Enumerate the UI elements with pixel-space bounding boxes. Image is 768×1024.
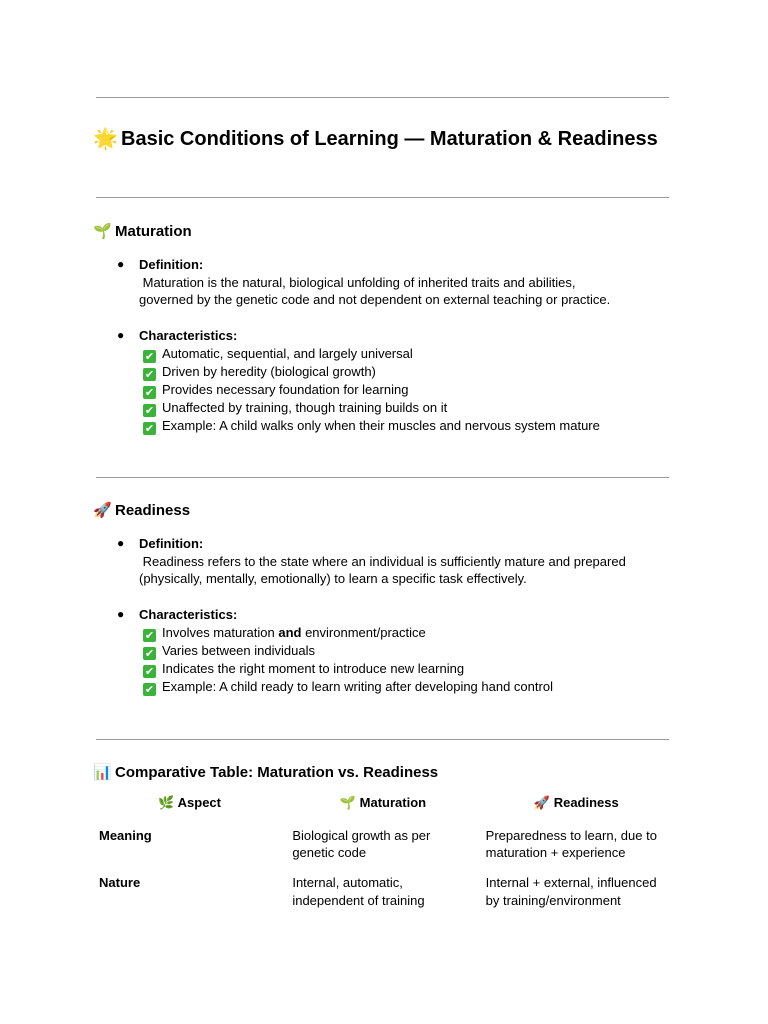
- table-cell: Meaning: [99, 827, 152, 843]
- definition-label: Definition:: [139, 536, 204, 551]
- definition-text: Maturation is the natural, biological unfolding of inherited traits and abilities,: [139, 274, 576, 290]
- table-row: [93, 870, 673, 917]
- seedling-icon: 🌱: [339, 796, 357, 811]
- list-item: ✔ Varies between individuals: [144, 642, 315, 660]
- check-mark-icon: ✔: [144, 646, 155, 660]
- characteristics-label: Characteristics:: [139, 607, 238, 622]
- herb-icon: 🌿: [158, 796, 175, 811]
- maturation-definition: [117, 256, 677, 309]
- definition-text: governed by the genetic code and not dependent on external teaching or practice.: [139, 292, 611, 308]
- definition-text: Readiness refers to the state where an individual is sufficiently mature and prepared: [139, 553, 626, 569]
- table-cell: Nature: [99, 875, 141, 891]
- check-mark-icon: ✔: [144, 403, 155, 417]
- maturation-characteristics: [117, 327, 677, 435]
- check-mark-icon: ✔: [144, 421, 155, 435]
- table-row: [93, 823, 673, 870]
- list-item: ✔ Indicates the right moment to introduce new learning: [144, 660, 465, 678]
- table-heading: 📊 Comparative Table: Maturation vs. Readiness: [93, 763, 439, 781]
- table-cell: Biological growth as per genetic code: [292, 827, 431, 861]
- bullet: ●: [117, 536, 125, 550]
- rocket-icon: 🚀: [533, 796, 551, 811]
- check-mark-icon: ✔: [144, 664, 155, 678]
- divider: [96, 739, 669, 740]
- bullet: ●: [117, 607, 125, 621]
- list-item: ✔ Driven by heredity (biological growth): [144, 363, 376, 381]
- divider: [96, 477, 669, 478]
- list-item: ✔ Example: A child walks only when their muscles and nervous system mature: [144, 417, 600, 435]
- readiness-definition: [117, 535, 677, 588]
- check-mark-icon: ✔: [144, 628, 155, 642]
- definition-text: (physically, mentally, emotionally) to learn a specific task effectively.: [139, 571, 527, 587]
- check-mark-icon: ✔: [144, 682, 155, 696]
- table-cell: Internal + external, influenced by training/environment: [485, 875, 657, 908]
- readiness-characteristics: [117, 606, 677, 696]
- column-header-aspect: 🌿 Aspect: [158, 795, 221, 811]
- column-header-readiness: 🚀 Readiness: [533, 795, 619, 811]
- list-item: ✔ Unaffected by training, though training builds on it: [144, 399, 448, 417]
- glowing-star-icon: 🌟: [93, 126, 118, 150]
- list-item: ✔ Provides necessary foundation for learning: [144, 381, 409, 399]
- list-item: ✔ Automatic, sequential, and largely universal: [144, 345, 413, 363]
- table-cell: Preparedness to learn, due to maturation + experience: [485, 827, 657, 861]
- readiness-heading: 🚀 Readiness: [93, 501, 191, 519]
- check-mark-icon: ✔: [144, 367, 155, 381]
- table-header-row: [93, 790, 673, 823]
- divider: [96, 197, 669, 198]
- table-cell: Internal, automatic, independent of training: [292, 875, 425, 908]
- rocket-icon: 🚀: [93, 501, 112, 519]
- seedling-icon: 🌱: [93, 222, 112, 240]
- bar-chart-icon: 📊: [93, 763, 112, 781]
- page-title: [93, 124, 673, 153]
- bullet: ●: [117, 328, 125, 342]
- check-mark-icon: ✔: [144, 385, 155, 399]
- list-item: ✔ Example: A child ready to learn writing after developing hand control: [144, 678, 553, 696]
- characteristics-label: Characteristics:: [139, 328, 238, 343]
- bullet: ●: [117, 257, 125, 271]
- definition-label: Definition:: [139, 257, 204, 272]
- column-header-maturation: 🌱 Maturation: [339, 795, 427, 811]
- page-title-text: Basic Conditions of Learning — Maturation & Readiness: [121, 128, 658, 150]
- check-mark-icon: ✔: [144, 349, 155, 363]
- divider: [96, 97, 669, 98]
- maturation-heading: 🌱 Maturation: [93, 222, 192, 240]
- comparison-table: [93, 790, 673, 918]
- list-item: ✔ Involves maturation and environment/practice: [144, 624, 426, 642]
